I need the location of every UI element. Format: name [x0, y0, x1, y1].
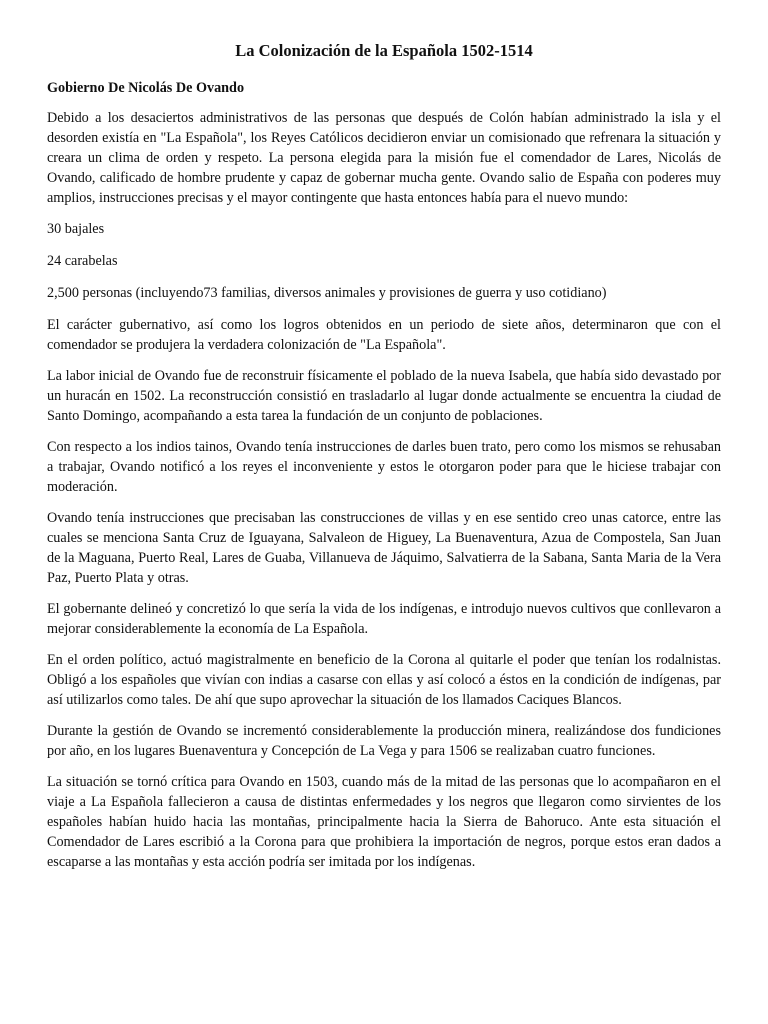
paragraph-indios-tainos: Con respecto a los indios tainos, Ovando tenía instrucciones de darles buen trato, pero como los mismos se rehusaban a trabajar, Ovando notificó a los reyes el inconveniente y estos le otorgaron poder para que le hiciese trabajar con moderación. [47, 439, 721, 495]
paragraph-caracter-gubernativo: El carácter gubernativo, así como los logros obtenidos en un periodo de siete años, determinaron que con el comendador se produjera la verdadera colonización de "La Española". [47, 317, 721, 353]
paragraph-labor-inicial: La labor inicial de Ovando fue de reconstruir físicamente el poblado de la nueva Isabela, que había sido devastado por un huracán en 1502. La reconstrucción consistió en trasladarlo al lugar donde actualmente se encuentra la ciudad de Santo Domingo, acompañando a esta tarea la fundación de un conjunto de poblaciones. [47, 368, 721, 424]
paragraph-vida-indigenas: El gobernante delineó y concretizó lo que sería la vida de los indígenas, e introdujo nuevos cultivos que conllevaron a mejorar considerablemente la economía de La Española. [47, 601, 721, 637]
paragraph-villas: Ovando tenía instrucciones que precisaban las construcciones de villas y en ese sentido creo unas catorce, entre las cuales se menciona Santa Cruz de Iguayana, Salvaleon de Higuey, La Buenaventura, Azua de Compostela, San Juan de la Maguana, Puerto Real, Lares de Guaba, Villanueva de Jáquimo, Salvatierra de la Sabana, Santa Maria de la Vera Paz, Puerto Plata y otras. [47, 510, 721, 586]
list-item-carabelas: 24 carabelas [47, 253, 118, 269]
paragraph-situacion-critica: La situación se tornó crítica para Ovando en 1503, cuando más de la mitad de las personas que lo acompañaron en el viaje a La Española fallecieron a causa de distintas enfermedades y los negros que llegaron como sirvientes de los españoles habían huido hacia las montañas, principalmente hacia la Sierra de Bahoruco. Ante esta situación el Comendador de Lares escribió a la Corona para que prohibiera la importación de negros, porque estos eran dados a escaparse a las montañas y esta acción podría ser imitada por los indígenas. [47, 774, 721, 870]
list-item-personas: 2,500 personas (incluyendo73 familias, diversos animales y provisiones de guerra y uso cotidiano) [47, 285, 607, 301]
document-page [47, 40, 721, 883]
document-title: La Colonización de la Española 1502-1514 [235, 41, 533, 60]
paragraph-orden-politico: En el orden político, actuó magistralmente en beneficio de la Corona al quitarle el poder que tenían los rodalnistas. Obligó a los españoles que vivían con indias a casarse con ellas y así colocó a éstos en la condición de indígenas, par así utilizarlos como tales. De ahí que supo aprovechar la situación de los llamados Caciques Blancos. [47, 652, 721, 708]
section-heading: Gobierno De Nicolás De Ovando [47, 80, 245, 96]
paragraph-intro: Debido a los desaciertos administrativos de las personas que después de Colón habían administrado la isla y el desorden existía en "La Española", los Reyes Católicos decidieron enviar un comisionado que refrenara la situación y creara un clima de orden y respeto. La persona elegida para la misión fue el comendador de Lares, Nicolás de Ovando, calificado de hombre prudente y capaz de gobernar mucha gente. Ovando salio de España con poderes muy amplios, instrucciones precisas y el mayor contingente que hasta entonces había para el nuevo mundo: [47, 110, 721, 206]
list-item-bajales: 30 bajales [47, 221, 105, 237]
paragraph-produccion-minera: Durante la gestión de Ovando se incrementó considerablemente la producción minera, realizándose dos fundiciones por año, en los lugares Buenaventura y Concepción de La Vega y para 1506 se realizaban cuatro funciones. [47, 723, 721, 759]
